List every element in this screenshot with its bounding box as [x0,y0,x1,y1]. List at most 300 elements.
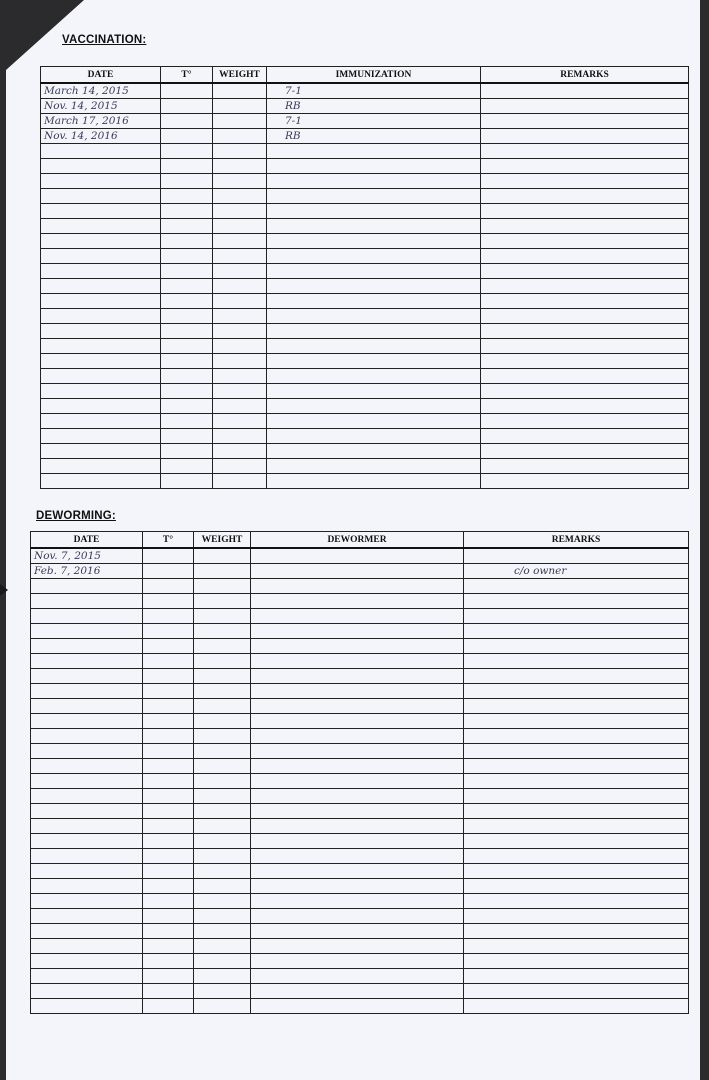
empty-cell [267,399,481,414]
empty-cell [251,729,464,744]
empty-cell [143,834,194,849]
empty-cell [267,339,481,354]
empty-cell [31,834,143,849]
empty-cell [251,759,464,774]
empty-cell [194,699,251,714]
empty-cell [31,654,143,669]
table-row [41,189,689,204]
empty-cell [251,744,464,759]
empty-cell [194,744,251,759]
table-row [31,579,689,594]
empty-cell [41,264,161,279]
empty-cell [143,774,194,789]
empty-cell [194,609,251,624]
table-row [31,669,689,684]
empty-cell [194,984,251,999]
empty-cell [161,219,213,234]
empty-cell [31,684,143,699]
empty-cell [31,939,143,954]
empty-cell [31,804,143,819]
table-row [31,654,689,669]
empty-cell [267,249,481,264]
empty-cell [194,789,251,804]
table-row [31,759,689,774]
table-row [41,429,689,444]
deworming-temp [143,548,194,564]
empty-cell [251,624,464,639]
empty-cell [194,924,251,939]
table-row [31,864,689,879]
empty-cell [143,744,194,759]
table-row [31,849,689,864]
empty-cell [31,954,143,969]
empty-cell [251,714,464,729]
empty-cell [213,429,267,444]
empty-cell [143,939,194,954]
empty-cell [143,699,194,714]
empty-cell [31,609,143,624]
empty-cell [267,429,481,444]
empty-cell [161,444,213,459]
empty-cell [41,459,161,474]
deworming-header-weight: WEIGHT [194,532,251,549]
empty-cell [481,354,689,369]
empty-cell [213,309,267,324]
empty-cell [213,234,267,249]
table-row [41,129,689,144]
empty-cell [251,609,464,624]
vaccination-date: March 14, 2015 [41,83,161,99]
empty-cell [161,429,213,444]
empty-cell [464,654,689,669]
table-row [31,819,689,834]
empty-cell [213,354,267,369]
table-row [41,219,689,234]
empty-cell [251,654,464,669]
empty-cell [464,639,689,654]
empty-cell [213,279,267,294]
empty-cell [213,459,267,474]
vaccination-remarks [481,114,689,129]
empty-cell [194,684,251,699]
empty-cell [481,474,689,489]
empty-cell [481,159,689,174]
table-row [41,474,689,489]
empty-cell [41,354,161,369]
empty-cell [143,984,194,999]
empty-cell [143,804,194,819]
empty-cell [267,234,481,249]
empty-cell [481,369,689,384]
vaccination-table [40,66,689,489]
table-row [41,444,689,459]
empty-cell [161,369,213,384]
empty-cell [143,669,194,684]
table-row [41,354,689,369]
table-row [31,969,689,984]
empty-cell [251,639,464,654]
empty-cell [481,219,689,234]
table-row [31,699,689,714]
empty-cell [213,249,267,264]
table-row [31,548,689,564]
empty-cell [143,609,194,624]
empty-cell [481,249,689,264]
empty-cell [464,594,689,609]
table-row [41,294,689,309]
empty-cell [213,399,267,414]
empty-cell [31,729,143,744]
empty-cell [481,324,689,339]
empty-cell [267,159,481,174]
deworming-header-temp: T° [143,532,194,549]
empty-cell [464,609,689,624]
empty-cell [161,324,213,339]
empty-cell [213,219,267,234]
table-row [41,144,689,159]
empty-cell [31,849,143,864]
empty-cell [161,249,213,264]
empty-cell [161,264,213,279]
empty-cell [161,279,213,294]
empty-cell [194,729,251,744]
vaccination-temp [161,129,213,144]
empty-cell [251,954,464,969]
empty-cell [464,714,689,729]
vaccination-temp [161,99,213,114]
deworming-weight [194,548,251,564]
empty-cell [464,819,689,834]
deworming-header-dewormer: DEWORMER [251,532,464,549]
empty-cell [251,774,464,789]
empty-cell [213,159,267,174]
vaccination-immunization: 7-1 [267,83,481,99]
empty-cell [251,999,464,1014]
empty-cell [267,459,481,474]
empty-cell [464,684,689,699]
empty-cell [41,279,161,294]
table-row [41,174,689,189]
empty-cell [251,969,464,984]
empty-cell [481,204,689,219]
empty-cell [31,984,143,999]
table-row [31,804,689,819]
empty-cell [213,204,267,219]
deworming-remarks: c/o owner [464,564,689,579]
empty-cell [31,894,143,909]
empty-cell [41,339,161,354]
table-row [31,609,689,624]
empty-cell [161,354,213,369]
empty-cell [143,684,194,699]
table-row [31,954,689,969]
vaccination-weight [213,83,267,99]
empty-cell [267,324,481,339]
empty-cell [161,339,213,354]
empty-cell [31,879,143,894]
empty-cell [267,174,481,189]
empty-cell [143,759,194,774]
table-row [41,309,689,324]
table-row [31,684,689,699]
empty-cell [31,699,143,714]
empty-cell [267,279,481,294]
empty-cell [194,714,251,729]
empty-cell [213,339,267,354]
empty-cell [481,264,689,279]
deworming-dewormer [251,564,464,579]
empty-cell [213,444,267,459]
empty-cell [161,159,213,174]
empty-cell [41,369,161,384]
empty-cell [161,144,213,159]
empty-cell [41,249,161,264]
table-row [31,834,689,849]
empty-cell [161,174,213,189]
binder-notch [0,584,8,596]
empty-cell [41,474,161,489]
empty-cell [464,624,689,639]
empty-cell [41,324,161,339]
deworming-table [30,531,689,1014]
table-row [31,924,689,939]
table-row [31,909,689,924]
empty-cell [31,624,143,639]
empty-cell [41,159,161,174]
empty-cell [464,729,689,744]
empty-cell [464,984,689,999]
empty-cell [161,459,213,474]
empty-cell [31,669,143,684]
empty-cell [251,864,464,879]
table-row [31,729,689,744]
empty-cell [161,399,213,414]
vaccination-header-remarks: REMARKS [481,67,689,84]
empty-cell [143,714,194,729]
empty-cell [161,204,213,219]
vaccination-remarks [481,129,689,144]
empty-cell [481,234,689,249]
deworming-header-date: DATE [31,532,143,549]
empty-cell [41,414,161,429]
empty-cell [194,849,251,864]
empty-cell [251,594,464,609]
empty-cell [143,624,194,639]
empty-cell [143,579,194,594]
empty-cell [194,624,251,639]
table-row [31,714,689,729]
vaccination-weight [213,129,267,144]
empty-cell [143,894,194,909]
deworming-title: DEWORMING: [36,510,116,522]
table-row [41,399,689,414]
empty-cell [481,414,689,429]
empty-cell [41,429,161,444]
empty-cell [143,849,194,864]
table-row [41,339,689,354]
empty-cell [31,714,143,729]
table-row [41,159,689,174]
empty-cell [213,324,267,339]
empty-cell [143,654,194,669]
table-row [41,83,689,99]
empty-cell [31,864,143,879]
table-row [41,234,689,249]
empty-cell [194,969,251,984]
empty-cell [481,399,689,414]
table-row [31,744,689,759]
empty-cell [143,729,194,744]
vaccination-header-weight: WEIGHT [213,67,267,84]
empty-cell [251,894,464,909]
empty-cell [267,264,481,279]
empty-cell [251,834,464,849]
table-row [31,639,689,654]
empty-cell [31,774,143,789]
empty-cell [464,924,689,939]
table-row [41,459,689,474]
vaccination-weight [213,114,267,129]
empty-cell [41,174,161,189]
empty-cell [31,999,143,1014]
table-row [31,879,689,894]
deworming-date: Nov. 7, 2015 [31,548,143,564]
empty-cell [41,234,161,249]
empty-cell [267,204,481,219]
empty-cell [213,294,267,309]
empty-cell [194,639,251,654]
empty-cell [161,414,213,429]
empty-cell [161,234,213,249]
empty-cell [267,219,481,234]
empty-cell [251,804,464,819]
empty-cell [41,189,161,204]
vaccination-immunization: RB [267,99,481,114]
empty-cell [213,189,267,204]
empty-cell [267,189,481,204]
empty-cell [161,309,213,324]
empty-cell [464,579,689,594]
empty-cell [143,594,194,609]
table-row [41,264,689,279]
empty-cell [267,369,481,384]
empty-cell [464,774,689,789]
empty-cell [143,924,194,939]
table-row [41,369,689,384]
empty-cell [31,744,143,759]
empty-cell [143,864,194,879]
empty-cell [464,759,689,774]
empty-cell [464,744,689,759]
empty-cell [31,909,143,924]
empty-cell [194,594,251,609]
empty-cell [251,909,464,924]
vaccination-header-temp: T° [161,67,213,84]
empty-cell [31,594,143,609]
empty-cell [251,684,464,699]
table-row [41,324,689,339]
empty-cell [464,699,689,714]
empty-cell [194,669,251,684]
empty-cell [161,474,213,489]
table-row [31,984,689,999]
empty-cell [213,174,267,189]
empty-cell [464,789,689,804]
empty-cell [481,144,689,159]
empty-cell [161,189,213,204]
table-row [31,894,689,909]
empty-cell [194,894,251,909]
empty-cell [213,144,267,159]
empty-cell [143,819,194,834]
vaccination-date: March 17, 2016 [41,114,161,129]
empty-cell [194,909,251,924]
empty-cell [464,834,689,849]
empty-cell [161,384,213,399]
empty-cell [213,369,267,384]
table-row [31,624,689,639]
table-row [31,789,689,804]
empty-cell [194,774,251,789]
vaccination-date: Nov. 14, 2016 [41,129,161,144]
empty-cell [267,144,481,159]
empty-cell [41,144,161,159]
vaccination-header-date: DATE [41,67,161,84]
empty-cell [251,939,464,954]
empty-cell [143,879,194,894]
empty-cell [251,984,464,999]
empty-cell [143,969,194,984]
empty-cell [251,699,464,714]
empty-cell [161,294,213,309]
vaccination-date: Nov. 14, 2015 [41,99,161,114]
empty-cell [143,789,194,804]
empty-cell [194,804,251,819]
empty-cell [267,414,481,429]
empty-cell [41,309,161,324]
deworming-temp [143,564,194,579]
vaccination-temp [161,83,213,99]
table-row [31,999,689,1014]
table-row [31,939,689,954]
empty-cell [41,219,161,234]
scan-edge [700,0,709,1080]
vaccination-header-immunization: IMMUNIZATION [267,67,481,84]
table-row [31,594,689,609]
empty-cell [213,264,267,279]
empty-cell [464,894,689,909]
empty-cell [31,969,143,984]
empty-cell [464,804,689,819]
table-row [31,564,689,579]
empty-cell [464,969,689,984]
empty-cell [464,849,689,864]
empty-cell [41,294,161,309]
empty-cell [481,384,689,399]
empty-cell [267,444,481,459]
empty-cell [464,954,689,969]
vaccination-temp [161,114,213,129]
empty-cell [143,639,194,654]
vaccination-title: VACCINATION: [62,34,147,46]
empty-cell [194,939,251,954]
vaccination-remarks [481,99,689,114]
empty-cell [481,429,689,444]
empty-cell [251,879,464,894]
empty-cell [194,954,251,969]
empty-cell [31,579,143,594]
deworming-header-remarks: REMARKS [464,532,689,549]
